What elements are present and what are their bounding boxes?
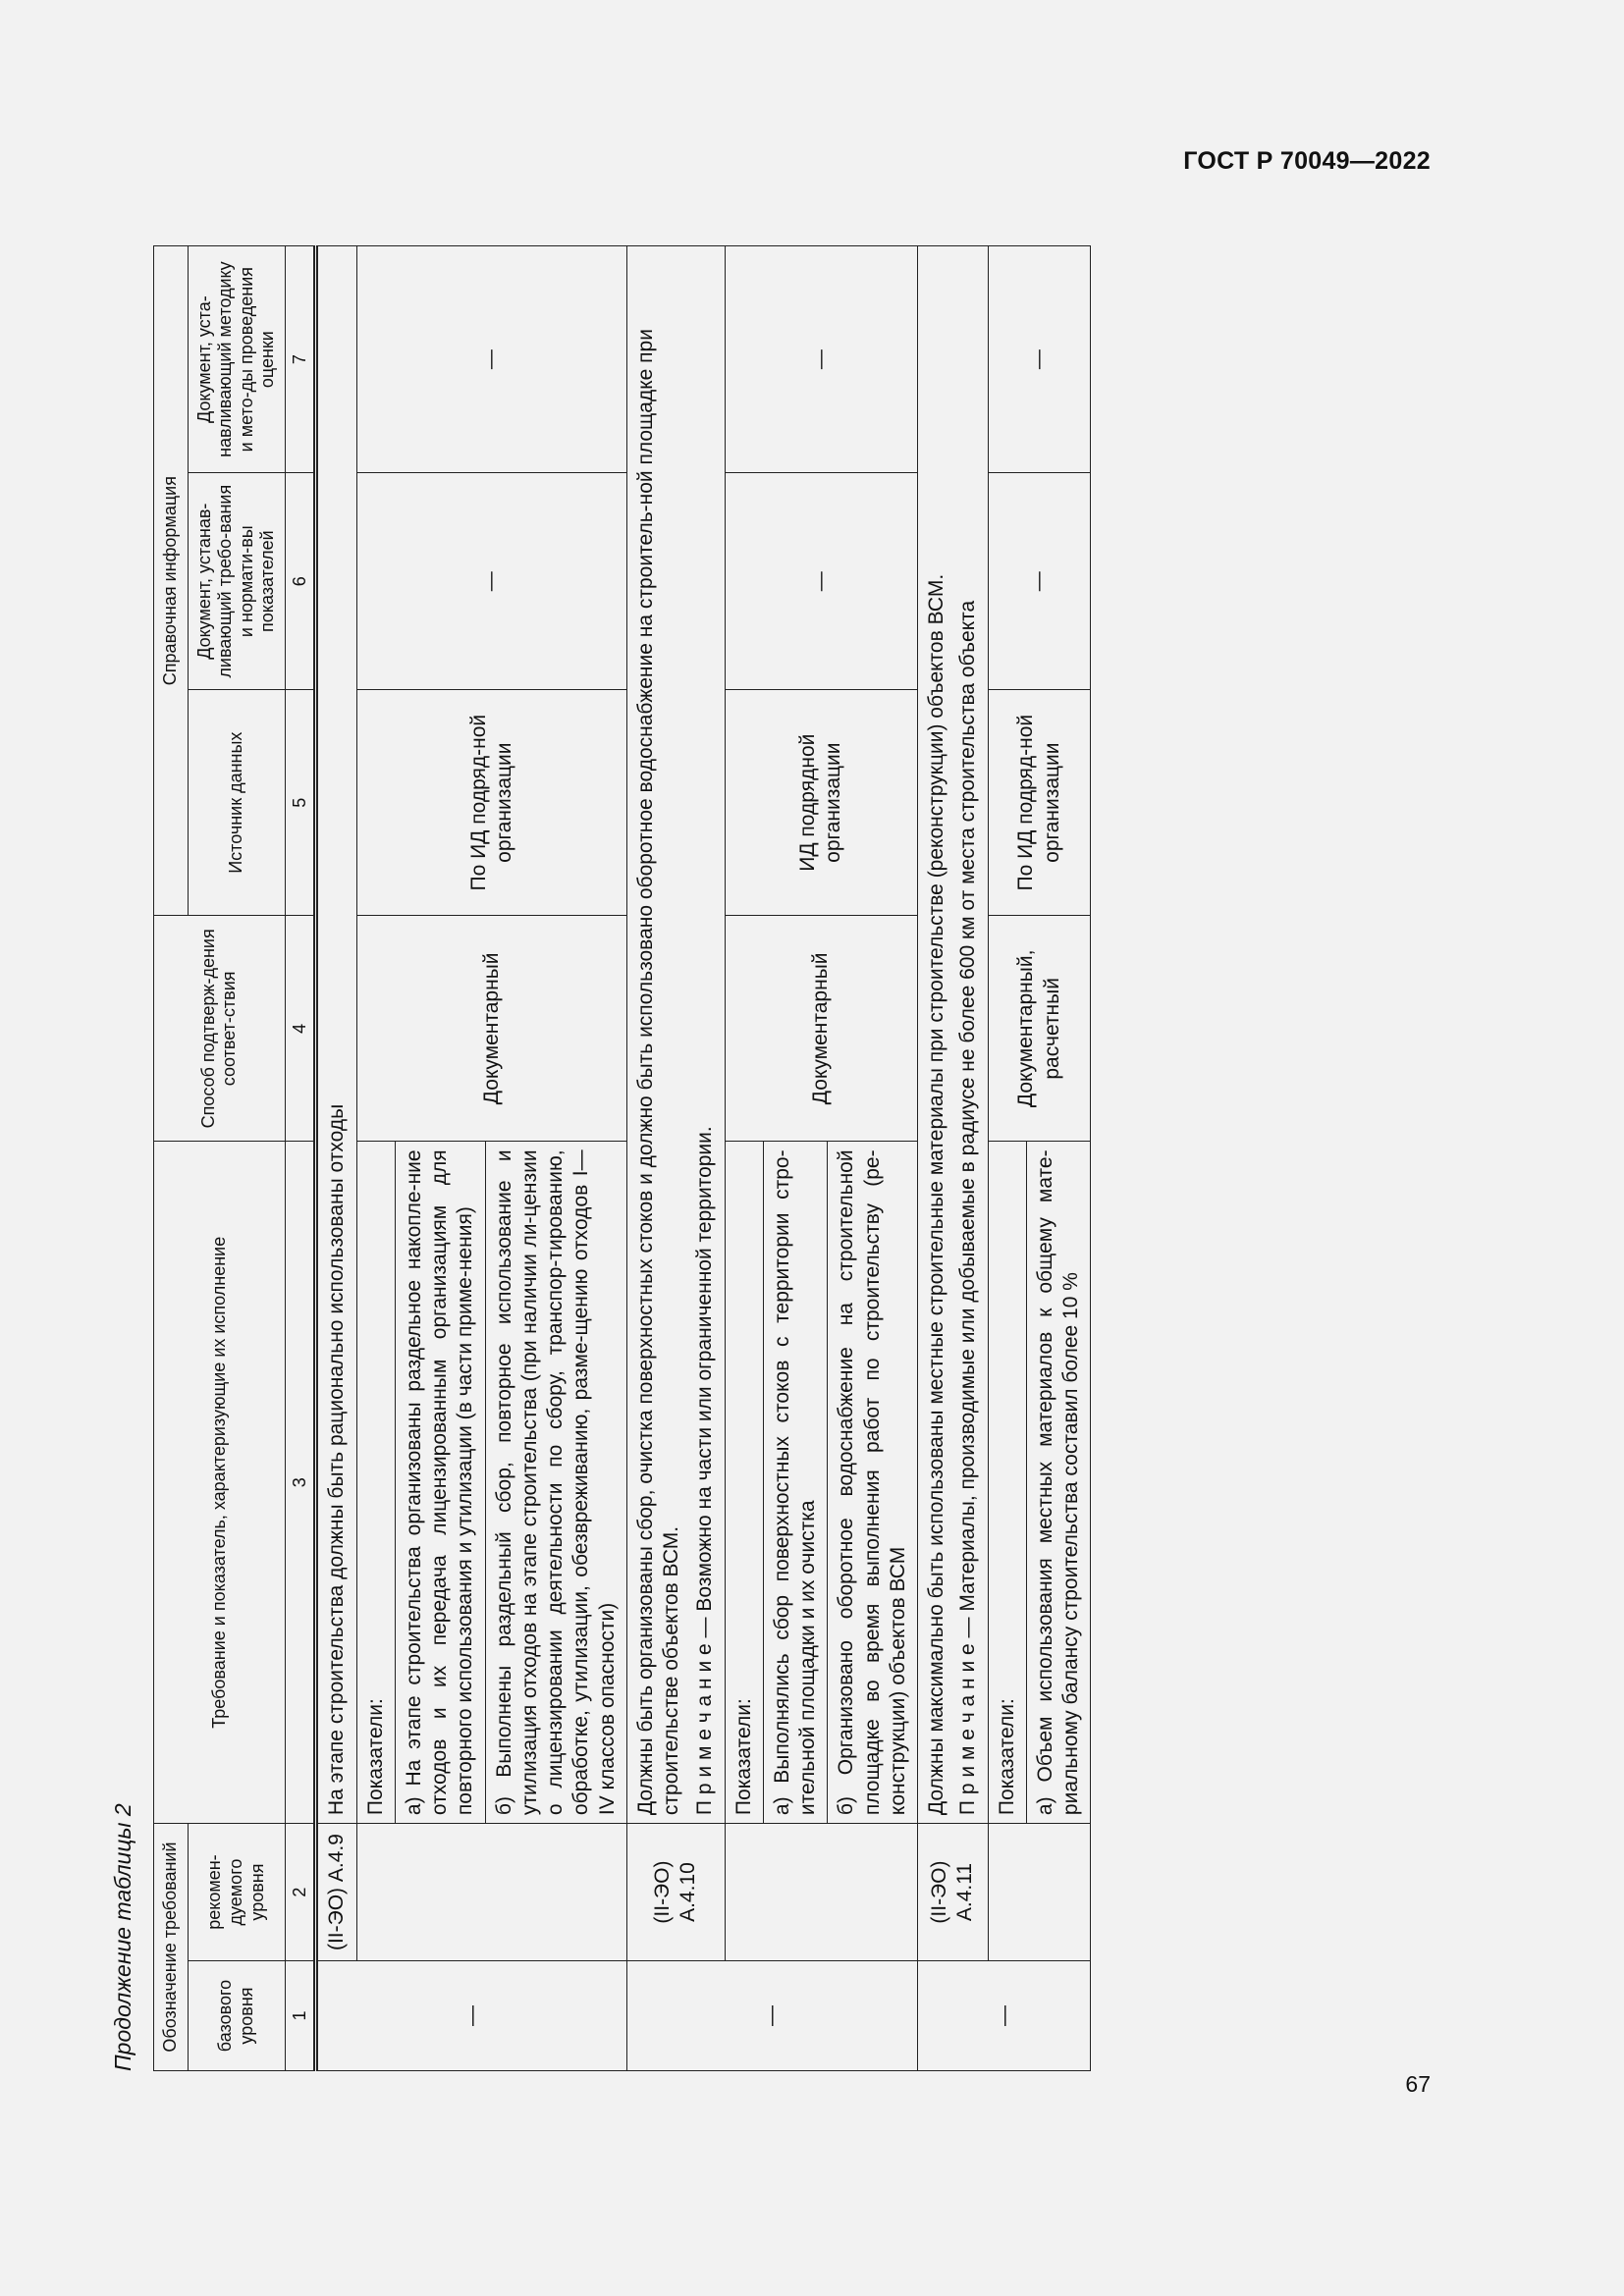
requirement-title-text: Должны максимально быть использованы местные строительные материалы при строительстве (реконструкции) объектов ВСМ. — [925, 573, 948, 1816]
indicators-label: Показатели: — [356, 1142, 395, 1824]
data-source: ИД подрядной организации — [725, 690, 918, 916]
col-number: 6 — [285, 473, 316, 690]
header-method: Способ подтверж-дения соответ-ствия — [154, 916, 286, 1142]
note-text: — Возможно на части или ограниченной территории. — [693, 1126, 717, 1644]
requirement-title-text: Должны быть организованы сбор, очистка поверхностных стоков и должно быть использовано оборотное водоснабжение на строитель-ной площадке при строительстве объектов ВСМ. — [633, 329, 683, 1816]
indicator-text: б) Выполнены раздельный сбор, повторное использование и утилизация отходов на этапе строительства (при наличии ли-цензии о лицензировании деятельности по сбору, транспор-тированию, обработке, утилизации, обезвреживанию, разме-щению отходов I—IV классов опасности) — [485, 1142, 626, 1824]
requirement-code: (II-ЭО) А.4.10 — [626, 1824, 725, 1961]
basic-level-cell: — — [918, 1961, 1091, 2071]
header-recommended: рекомен-дуемого уровня — [188, 1824, 285, 1961]
header-doc-req: Документ, устанав-ливающий требо-вания и нормати-вы показателей — [188, 473, 285, 690]
indicators-label: Показатели: — [725, 1142, 763, 1824]
item-letter: б) — [835, 1775, 858, 1816]
col-number: 2 — [285, 1824, 316, 1961]
requirement-code: (II-ЭО) А.4.9 — [316, 1824, 356, 1961]
doc-method: — — [725, 246, 918, 473]
doc-method: — — [988, 246, 1091, 473]
requirement-code: (II-ЭО) А.4.11 — [918, 1824, 989, 1961]
indicator-text: а) Объем использования местных материалов к общему мате-риальному балансу строительства составил более 10 % — [1026, 1142, 1091, 1824]
continuation-caption: Продолжение таблицы 2 — [110, 1803, 135, 2071]
header-source: Источник данных — [188, 690, 285, 916]
basic-level-cell: — — [316, 1961, 627, 2071]
note-label: П р и м е ч а н и е — [956, 1643, 980, 1816]
confirmation-method: Документарный, расчетный — [988, 916, 1091, 1142]
doc-requirements: — — [356, 473, 626, 690]
data-source: По ИД подряд-ной организации — [988, 690, 1091, 916]
header-designation: Обозначение требований — [154, 1824, 189, 2071]
data-source: По ИД подряд-ной организации — [356, 690, 626, 916]
indicators-label: Показатели: — [988, 1142, 1026, 1824]
item-letter: а) — [770, 1783, 793, 1816]
item-letter: а) — [402, 1786, 425, 1816]
requirement-title: На этапе строительства должны быть рационально использованы отходы — [316, 246, 356, 1824]
indicator-text: а) На этапе строительства организованы раздельное накопле-ние отходов и их передача лицензированным организациям для повторного использования и утилизации (в части приме-нения) — [395, 1142, 485, 1824]
requirement-title — [918, 246, 989, 1824]
note-text: — Материалы, производимые или добываемые в радиусе не более 600 км от места строительства объекта — [956, 600, 980, 1644]
requirement-title — [626, 246, 725, 1824]
indicator-text: а) Выполнялись сбор поверхностных стоков с территории стро-ительной площадки и их очистка — [763, 1142, 828, 1824]
col-number: 7 — [285, 246, 316, 473]
requirements-table — [153, 245, 1091, 2071]
col-number: 5 — [285, 690, 316, 916]
item-letter: а) — [1033, 1782, 1056, 1816]
document-header: ГОСТ Р 70049—2022 — [1183, 147, 1431, 175]
basic-level-cell: — — [626, 1961, 917, 2071]
confirmation-method: Документарный — [725, 916, 918, 1142]
col-number: 3 — [285, 1142, 316, 1824]
note-label: П р и м е ч а н и е — [693, 1643, 717, 1816]
confirmation-method: Документарный — [356, 916, 626, 1142]
item-letter: б) — [492, 1777, 515, 1816]
col-number: 1 — [285, 1961, 316, 2071]
indicator-text: б) Организовано оборотное водоснабжение на строительной площадке во время выполнения работ по строительству (ре-конструкции) объектов ВСМ — [828, 1142, 918, 1824]
header-reference: Справочная информация — [154, 246, 189, 916]
header-basic: базового уровня — [188, 1961, 285, 2071]
doc-method: — — [356, 246, 626, 473]
page-number: 67 — [1405, 2071, 1431, 2097]
rotated-table-page — [110, 10, 1435, 2071]
header-requirement: Требование и показатель, характеризующие их исполнение — [154, 1142, 286, 1824]
doc-requirements: — — [988, 473, 1091, 690]
col-number: 4 — [285, 916, 316, 1142]
doc-requirements: — — [725, 473, 918, 690]
header-doc-method: Документ, уста-навливающий методику и мето-ды проведения оценки — [188, 246, 285, 473]
